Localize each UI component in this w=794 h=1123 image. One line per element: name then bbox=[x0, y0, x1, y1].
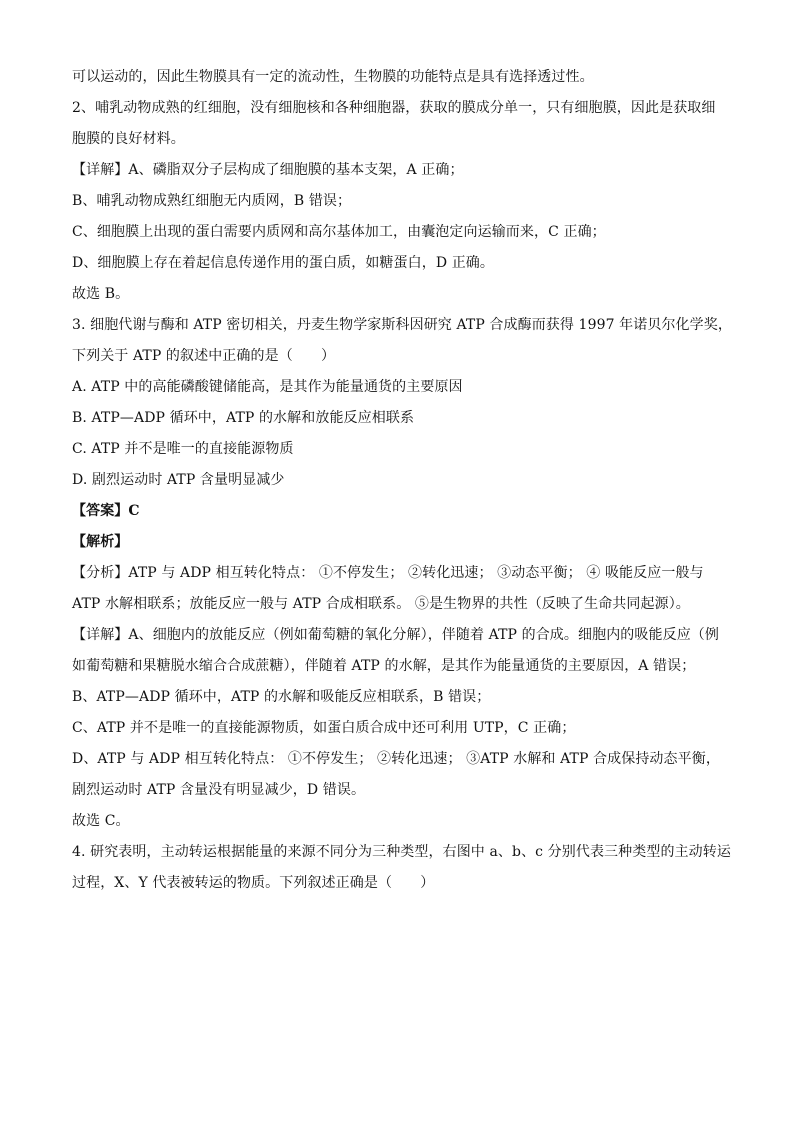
option-b: B. ATP—ADP 循环中，ATP 的水解和放能反应相联系 bbox=[72, 410, 415, 426]
option-c: C. ATP 并不是唯一的直接能源物质 bbox=[72, 441, 294, 457]
question-4-stem: 过程，X、Y 代表被转运的物质。下列叙述正确是（ ） bbox=[72, 875, 435, 891]
option-a: A. ATP 中的高能磷酸键储能高，是其作为能量通货的主要原因 bbox=[72, 379, 463, 395]
option-d: D. 剧烈运动时 ATP 含量明显减少 bbox=[72, 472, 285, 488]
text-line: 故选 B。 bbox=[72, 286, 130, 302]
question-3-stem: 下列关于 ATP 的叙述中正确的是（ ） bbox=[72, 348, 336, 364]
text-line: 如葡萄糖和果糖脱水缩合合成蔗糖），伴随着 ATP 的水解，是其作为能量通货的主要原因，A 错误； bbox=[72, 658, 696, 674]
text-line: 【详解】A、磷脂双分子层构成了细胞膜的基本支架，A 正确； bbox=[72, 162, 464, 178]
question-3-stem: 3. 细胞代谢与酶和 ATP 密切相关，丹麦生物学家斯科因研究 ATP 合成酶而获得 1997 年诺贝尔化学奖， bbox=[72, 317, 732, 333]
document-page bbox=[72, 62, 732, 899]
question-4-stem: 4. 研究表明，主动转运根据能量的来源不同分为三种类型，右图中 a、b、c 分别代表三种类型的主动转运 bbox=[72, 844, 731, 860]
text-line: D、ATP 与 ADP 相互转化特点： ①不停发生； ②转化迅速； ③ATP 水解和 ATP 合成保持动态平衡， bbox=[72, 751, 720, 767]
text-line: C、细胞膜上出现的蛋白需要内质网和高尔基体加工，由囊泡定向运输而来，C 正确； bbox=[72, 224, 606, 240]
text-line: 故选 C。 bbox=[72, 813, 130, 829]
text-line: C、ATP 并不是唯一的直接能源物质，如蛋白质合成中还可利用 UTP，C 正确； bbox=[72, 720, 576, 736]
text-line: ATP 水解相联系；放能反应一般与 ATP 合成相联系。 ⑤是生物界的共性（反映了生命共同起源）。 bbox=[72, 596, 690, 612]
text-line: 胞膜的良好材料。 bbox=[72, 131, 185, 147]
text-line: B、ATP—ADP 循环中，ATP 的水解和吸能反应相联系，B 错误； bbox=[72, 689, 491, 705]
text-line: 【分析】ATP 与 ADP 相互转化特点： ①不停发生； ②转化迅速； ③动态平衡； ④ 吸能反应一般与 bbox=[72, 565, 704, 581]
text-line: 2、哺乳动物成熟的红细胞，没有细胞核和各种细胞器，获取的膜成分单一，只有细胞膜，因此是获取细 bbox=[72, 100, 716, 116]
text-line: B、哺乳动物成熟红细胞无内质网，B 错误； bbox=[72, 193, 352, 209]
text-line: 剧烈运动时 ATP 含量没有明显减少，D 错误。 bbox=[72, 782, 366, 798]
text-line: D、细胞膜上存在着起信息传递作用的蛋白质，如糖蛋白，D 正确。 bbox=[72, 255, 494, 271]
analysis-tag: 【解析】 bbox=[72, 534, 129, 550]
text-line: 【详解】A、细胞内的放能反应（例如葡萄糖的氧化分解），伴随着 ATP 的合成。细胞内的吸能反应（例 bbox=[72, 627, 720, 643]
text-line: 可以运动的，因此生物膜具有一定的流动性，生物膜的功能特点是具有选择透过性。 bbox=[72, 69, 594, 85]
answer-tag: 【答案】C bbox=[72, 503, 140, 519]
